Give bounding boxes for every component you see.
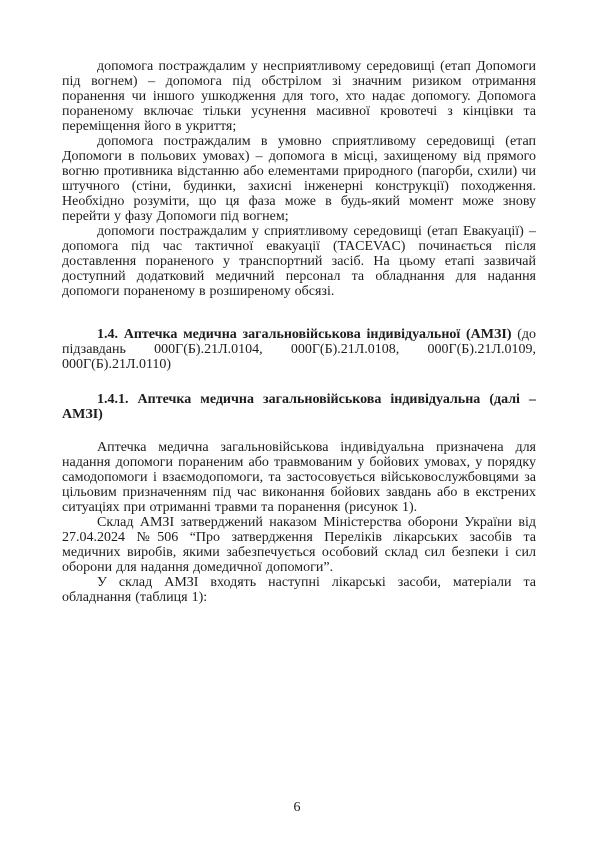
page-content xyxy=(62,59,536,605)
paragraph-amzi-purpose: Аптечка медична загальновійськова індивідуальна призначена для надання допомоги пораненим або травмованим у бойових умовах, у порядку самодопомоги і взаємодопомоги, та застосовується військовослужбовцями за цільовим призначенням під час виконання бойових завдань або в екстрених ситуаціях при отриманні травми та поранення (рисунок 1). xyxy=(62,440,536,515)
heading-1-4 xyxy=(62,327,536,372)
paragraph-amzi-order: Склад АМЗІ затверджений наказом Міністерства оборони України від 27.04.2024 №506 “Про затвердження Переліків лікарських засобів та медичних виробів, якими забезпечується особовий склад сил безпеки і сил оборони для надання домедичної допомоги”. xyxy=(62,515,536,575)
heading-1-4-1-title: 1.4.1. Аптечка медична загальновійськова індивідуальна (далі – АМЗІ) xyxy=(62,392,536,422)
heading-1-4-title: 1.4. Аптечка медична загальновійськова індивідуальної (АМЗІ) xyxy=(97,327,512,342)
paragraph-field-care: допомога постраждалим в умовно сприятливому середовищі (етап Допомоги в польових умовах) – допомога в місці, захищеному від прямого вогню противника відстанню або елементами природного (пагорби, схили) чи штучного (стіни, будинки, захисні інженерні конструкції) походження. Необхідно розуміти, що ця фаза може в будь-який момент може знову перейти у фазу Допомоги під вогнем; xyxy=(62,134,536,224)
paragraph-care-under-fire: допомога постраждалим у несприятливому середовищі (етап Допомоги під вогнем) – допомога під обстрілом зі значним ризиком отримання поранення чи іншого ушкодження для того, хто надає допомогу. Допомога пораненому включає тільки усунення масивної кровотечі з кінцівки та переміщення його в укриття; xyxy=(62,59,536,134)
paragraph-evacuation-care: допомоги постраждалим у сприятливому середовищі (етап Евакуації) – допомога під час тактичної евакуації (TACEVAC) починається після доставлення пораненого у транспортний засіб. На цьому етапі зазвичай доступний додатковий медичний персонал та обладнання для надання допомоги пораненому в розширеному обсязі. xyxy=(62,224,536,299)
paragraph-amzi-composition: У склад АМЗІ входять наступні лікарські засоби, матеріали та обладнання (таблиця 1): xyxy=(62,575,536,605)
page-number: 6 xyxy=(293,800,301,815)
heading-1-4-subtasks: (до підзавдань 000Г(Б).21Л.0104, 000Г(Б).21Л.0108, 000Г(Б).21Л.0109, 000Г(Б).21Л.0110) xyxy=(62,327,536,372)
heading-1-4-1 xyxy=(62,392,536,422)
